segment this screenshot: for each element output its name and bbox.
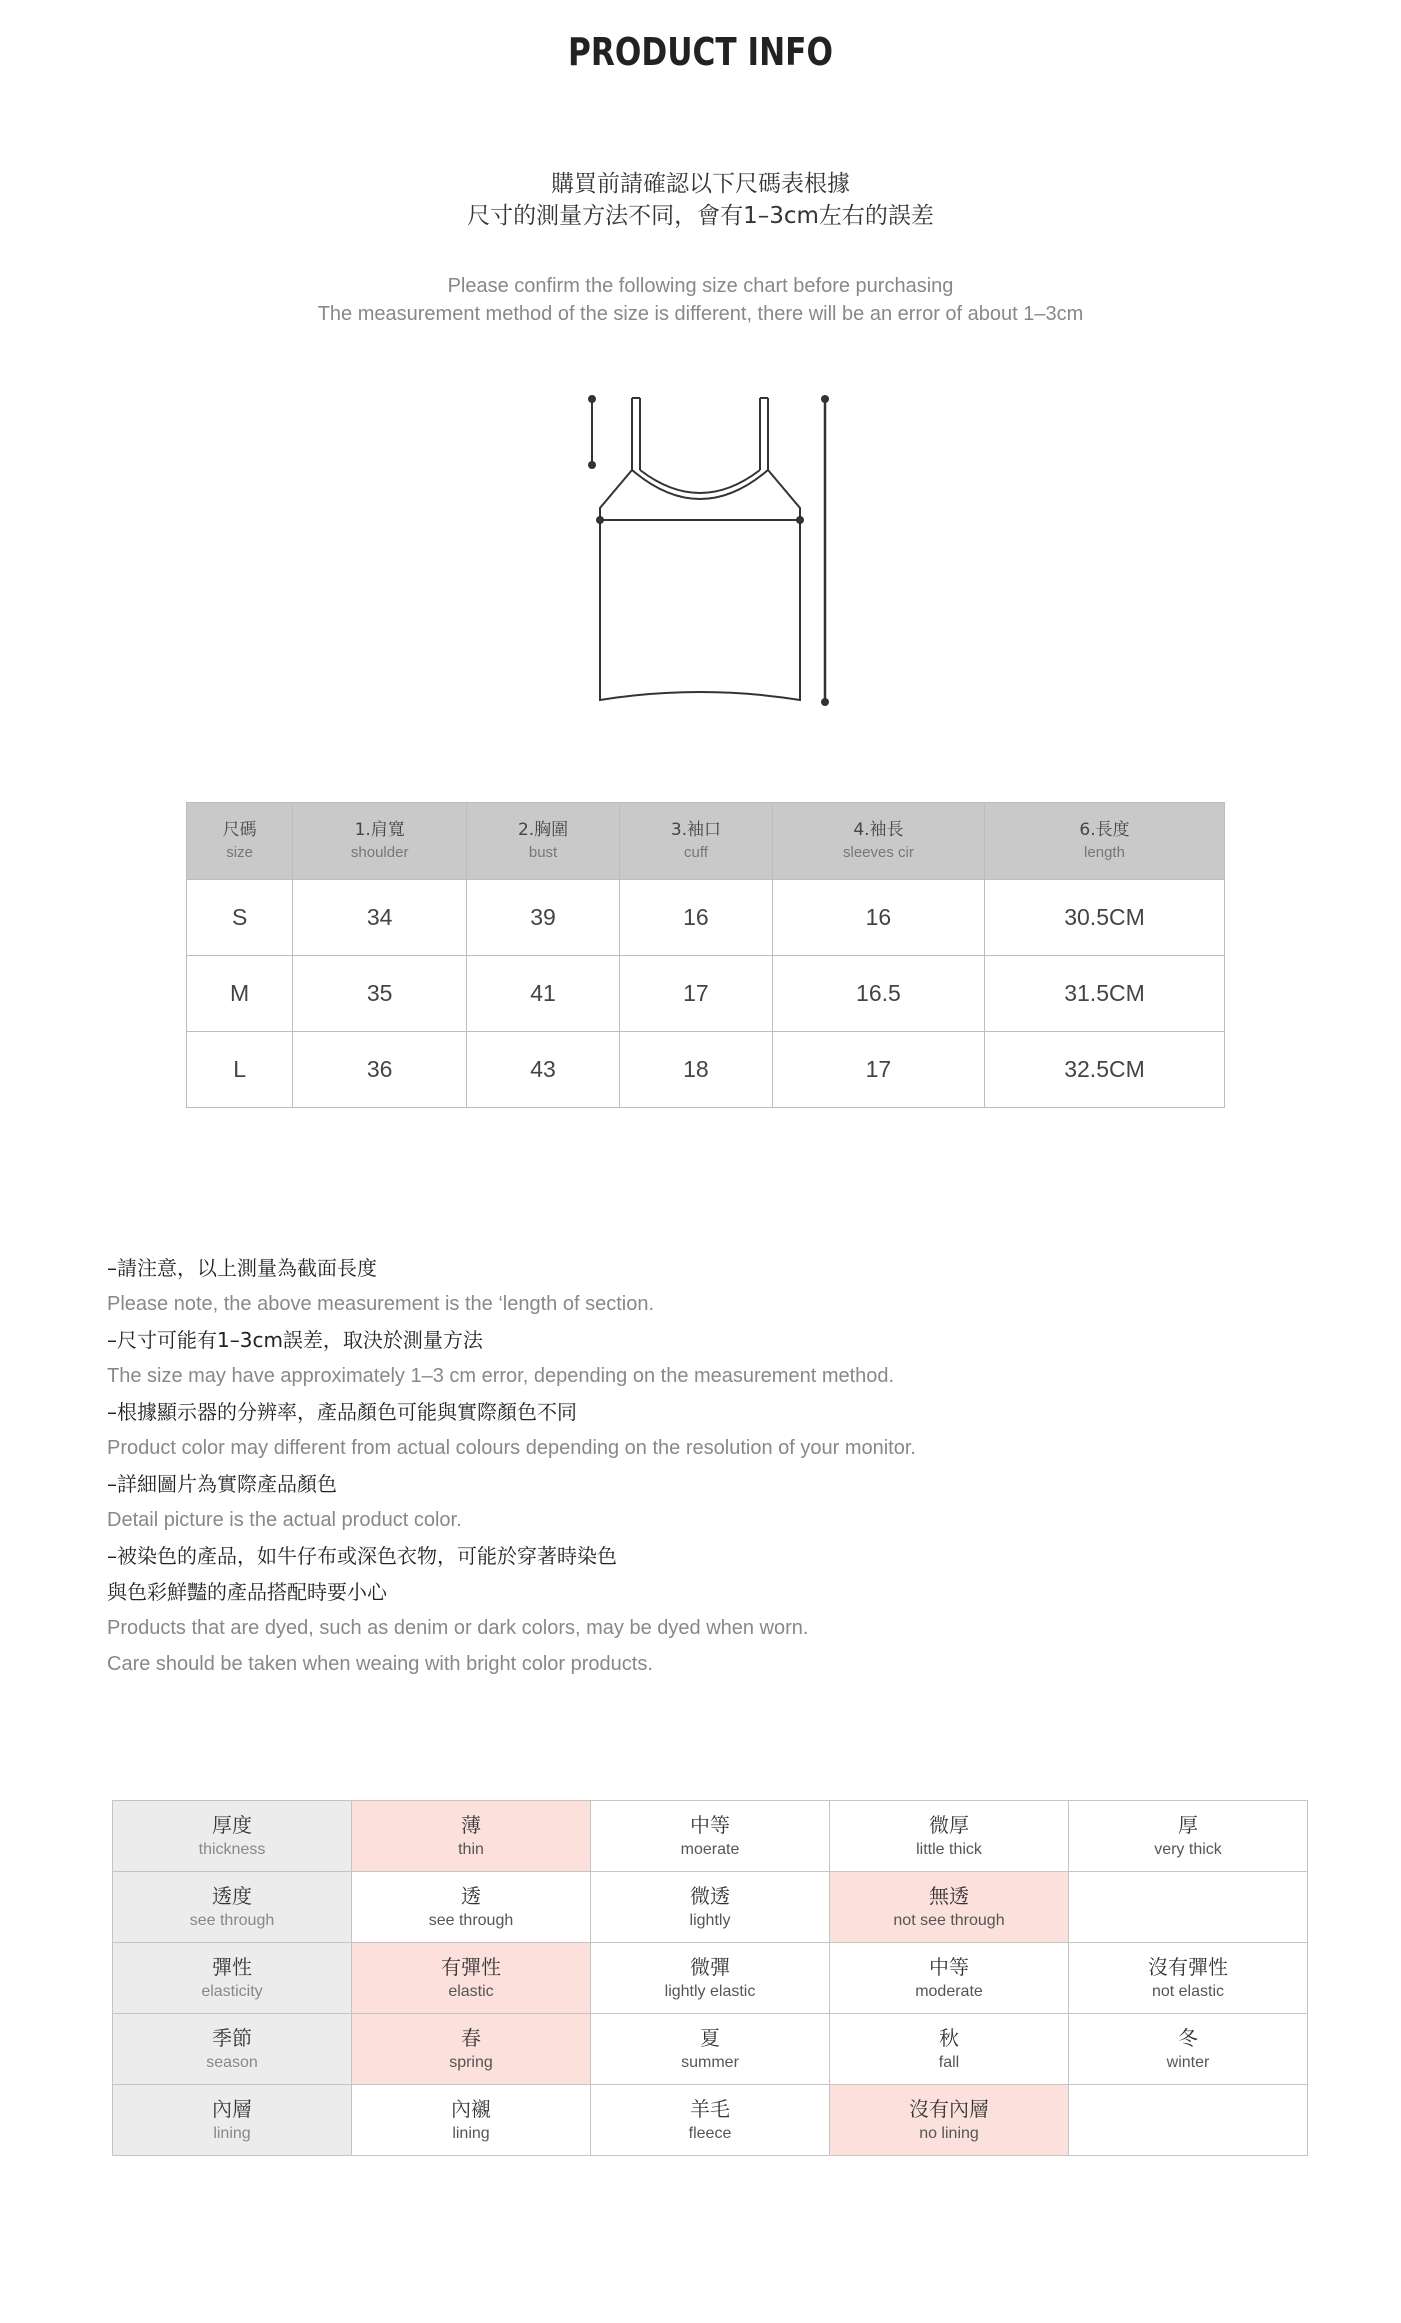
note-4-en: Detail picture is the actual product color. — [107, 1509, 462, 1531]
header-en: bust — [528, 844, 558, 861]
attribute-option-en: spring — [449, 2054, 493, 2071]
attribute-option-zh: 沒有彈性 — [1148, 1955, 1228, 1979]
attribute-option — [591, 1943, 830, 2014]
header-sleeves — [772, 803, 984, 880]
table-row — [187, 956, 1225, 1032]
header-size — [187, 803, 293, 880]
header-zh: 6.長度 — [1079, 820, 1130, 840]
attribute-label — [113, 2014, 352, 2085]
attribute-option-en: fleece — [688, 2125, 732, 2142]
note-5-zh-line-1: –被染色的產品，如牛仔布或深色衣物，可能於穿著時染色 — [107, 1544, 617, 1568]
table-row — [187, 1032, 1225, 1108]
attribute-option-en: no lining — [919, 2125, 979, 2142]
attribute-option-zh: 沒有內層 — [909, 2097, 989, 2121]
header-en: size — [226, 844, 253, 861]
attribute-option-en: see through — [428, 1912, 514, 1929]
header-bust — [467, 803, 620, 880]
attribute-option — [591, 1872, 830, 1943]
table-cell: 43 — [467, 1032, 620, 1108]
attribute-option — [591, 2085, 830, 2156]
attribute-option-selected — [352, 2014, 591, 2085]
bust-dot-right — [797, 517, 803, 523]
table-cell: M — [187, 956, 293, 1032]
table-cell: L — [187, 1032, 293, 1108]
note-4-zh: –詳細圖片為實際產品顏色 — [107, 1472, 337, 1496]
attribute-row — [113, 1801, 1308, 1872]
attribute-label — [113, 1872, 352, 1943]
strap-length-dot-top — [589, 396, 595, 402]
header-zh: 3.袖口 — [670, 820, 722, 840]
note-1-zh: –請注意，以上測量為截面長度 — [107, 1256, 377, 1280]
intro-zh-line-2: 尺寸的測量方法不同，會有1–3cm左右的誤差 — [467, 203, 934, 229]
attribute-label-en: elasticity — [201, 1983, 263, 2000]
attribute-label-zh: 厚度 — [212, 1813, 252, 1837]
attribute-label — [113, 1801, 352, 1872]
attribute-row — [113, 1872, 1308, 1943]
attribute-option — [591, 1801, 830, 1872]
note-5-en-line-2: Care should be taken when weaing with bright color products. — [107, 1653, 653, 1675]
table-cell: 17 — [772, 1032, 984, 1108]
note-3-en: Product color may different from actual colours depending on the resolution of your monitor. — [107, 1437, 916, 1459]
attribute-option-en: lightly elastic — [664, 1983, 756, 2000]
note-1-en: Please note, the above measurement is the ‘length of section. — [107, 1293, 655, 1315]
note-2-en: The size may have approximately 1–3 cm error, depending on the measurement method. — [107, 1365, 895, 1387]
length-dot-top — [822, 396, 828, 402]
header-en: cuff — [683, 844, 708, 861]
header-en: sleeves cir — [843, 844, 914, 861]
note-5-zh-line-2: 與色彩鮮豔的產品搭配時要小心 — [107, 1580, 387, 1604]
attribute-option-selected — [352, 1943, 591, 2014]
table-cell: 16 — [620, 880, 773, 956]
attribute-option-en: little thick — [916, 1841, 982, 1858]
attribute-row — [113, 2014, 1308, 2085]
intro-en-line-1: Please confirm the following size chart before purchasing — [447, 275, 954, 297]
attribute-option-selected — [830, 2085, 1069, 2156]
header-cuff — [620, 803, 773, 880]
header-shoulder — [293, 803, 467, 880]
attribute-label — [113, 1943, 352, 2014]
attribute-label-zh: 內層 — [212, 2097, 252, 2121]
attribute-option-zh: 中等 — [690, 1813, 730, 1837]
bust-dot-left — [597, 517, 603, 523]
size-table-header-row — [187, 803, 1225, 880]
table-cell: 35 — [293, 956, 467, 1032]
attribute-option-zh: 厚 — [1178, 1813, 1198, 1837]
length-dot-bottom — [822, 699, 828, 705]
attribute-option-en: summer — [681, 2054, 739, 2071]
intro-chinese — [0, 168, 1401, 232]
attribute-label-en: season — [206, 2054, 258, 2071]
attribute-option-en: lining — [452, 2125, 490, 2142]
attribute-option-en: elastic — [448, 1983, 494, 2000]
attribute-option-en: fall — [938, 2054, 960, 2071]
attribute-option — [830, 2014, 1069, 2085]
attribute-option — [352, 1872, 591, 1943]
note-3-zh: –根據顯示器的分辨率，產品顏色可能與實際顏色不同 — [107, 1400, 577, 1424]
fabric-attributes-table — [112, 1800, 1308, 2156]
note-5-en-line-1: Products that are dyed, such as denim or dark colors, may be dyed when worn. — [107, 1617, 809, 1639]
attribute-option — [1069, 1872, 1308, 1943]
header-zh: 4.袖長 — [853, 820, 904, 840]
attribute-option-en: winter — [1166, 2054, 1210, 2071]
attribute-option-en: moderate — [915, 1983, 983, 2000]
attribute-option-zh: 透 — [461, 1884, 481, 1908]
camisole-measurement-diagram — [570, 388, 840, 718]
table-cell: S — [187, 880, 293, 956]
attribute-option-zh: 有彈性 — [441, 1955, 501, 1979]
attribute-option-en: thin — [458, 1841, 484, 1858]
attribute-option-en: not see through — [893, 1912, 1005, 1929]
attribute-option-en: moerate — [680, 1841, 740, 1858]
header-zh: 尺碼 — [222, 820, 257, 840]
attribute-label-zh: 季節 — [212, 2026, 252, 2050]
attribute-option — [1069, 2014, 1308, 2085]
table-cell: 18 — [620, 1032, 773, 1108]
attribute-option-zh: 微透 — [690, 1884, 730, 1908]
attribute-option-zh: 冬 — [1178, 2026, 1198, 2050]
note-2-zh: –尺寸可能有1–3cm誤差，取決於測量方法 — [107, 1328, 483, 1352]
neckline-outer — [632, 470, 768, 499]
attribute-label-zh: 彈性 — [212, 1955, 252, 1979]
attribute-option — [830, 1801, 1069, 1872]
attribute-option-zh: 微厚 — [929, 1813, 969, 1837]
attribute-option — [352, 2085, 591, 2156]
attribute-option-zh: 秋 — [939, 2026, 959, 2050]
intro-english — [0, 272, 1401, 328]
attribute-label-en: lining — [213, 2125, 251, 2142]
table-row — [187, 880, 1225, 956]
attribute-option — [830, 1943, 1069, 2014]
header-zh: 1.肩寬 — [354, 820, 405, 840]
body-outline — [600, 470, 800, 700]
table-cell: 16.5 — [772, 956, 984, 1032]
table-cell: 30.5CM — [984, 880, 1224, 956]
strap-length-dot-bottom — [589, 462, 595, 468]
attribute-option-zh: 微彈 — [690, 1955, 730, 1979]
attribute-option — [591, 2014, 830, 2085]
header-en: length — [1084, 844, 1125, 861]
table-cell: 34 — [293, 880, 467, 956]
table-cell: 36 — [293, 1032, 467, 1108]
attribute-option-zh: 中等 — [929, 1955, 969, 1979]
attribute-option-selected — [830, 1872, 1069, 1943]
table-cell: 39 — [467, 880, 620, 956]
table-cell: 17 — [620, 956, 773, 1032]
attribute-option — [1069, 1801, 1308, 1872]
attribute-row — [113, 1943, 1308, 2014]
attribute-option-zh: 春 — [461, 2026, 481, 2050]
neckline-inner — [640, 470, 760, 493]
attribute-option-zh: 羊毛 — [690, 2097, 730, 2121]
attribute-option — [1069, 1943, 1308, 2014]
care-notes — [107, 1250, 1307, 1682]
table-cell: 32.5CM — [984, 1032, 1224, 1108]
attribute-option-zh: 夏 — [700, 2026, 720, 2050]
attribute-option-selected — [352, 1801, 591, 1872]
page-title: PRODUCT INFO — [568, 30, 833, 74]
header-zh: 2.胸圍 — [517, 820, 569, 840]
attribute-option-zh: 內襯 — [451, 2097, 491, 2121]
attribute-option-en: not elastic — [1151, 1983, 1225, 2000]
attribute-option-en: very thick — [1154, 1841, 1222, 1858]
table-cell: 41 — [467, 956, 620, 1032]
attribute-label-en: see through — [189, 1912, 275, 1929]
size-chart-table — [186, 802, 1225, 1108]
attribute-label-en: thickness — [198, 1841, 266, 1858]
attribute-option-en: lightly — [689, 1912, 731, 1929]
intro-en-line-2: The measurement method of the size is different, there will be an error of about 1–3cm — [317, 303, 1084, 325]
attribute-row — [113, 2085, 1308, 2156]
intro-zh-line-1: 購買前請確認以下尺碼表根據 — [551, 171, 850, 197]
attribute-option-zh: 無透 — [929, 1884, 969, 1908]
attribute-option — [1069, 2085, 1308, 2156]
header-length — [984, 803, 1224, 880]
header-en: shoulder — [350, 844, 409, 861]
attribute-label — [113, 2085, 352, 2156]
table-cell: 16 — [772, 880, 984, 956]
attribute-label-zh: 透度 — [212, 1884, 252, 1908]
attribute-option-zh: 薄 — [461, 1813, 481, 1837]
table-cell: 31.5CM — [984, 956, 1224, 1032]
